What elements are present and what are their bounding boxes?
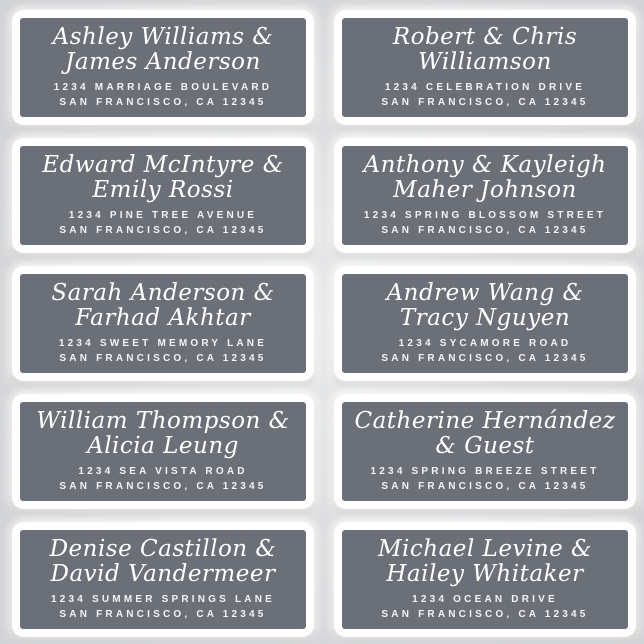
couple-names-line2: Williamson [418,49,552,75]
return-address [371,464,600,494]
city-state-zip: SAN FRANCISCO, CA 12345 [59,97,267,108]
street-address: 1234 PINE TREE AVENUE [68,210,258,221]
couple-names-line2: Maher Johnson [393,177,577,203]
address-label [12,138,314,253]
street-address: 1234 CELEBRATION DRIVE [384,82,586,93]
couple-names-line1: Catherine Hernández [354,408,616,434]
city-state-zip: SAN FRANCISCO, CA 12345 [381,353,589,364]
city-state-zip: SAN FRANCISCO, CA 12345 [381,609,589,620]
street-address: 1234 SUMMER SPRINGS LANE [50,594,276,605]
street-address: 1234 OCEAN DRIVE [412,594,558,605]
address-label [334,266,636,381]
return-address [59,336,267,366]
city-state-zip: SAN FRANCISCO, CA 12345 [381,481,589,492]
return-address [364,208,606,238]
address-label [334,522,636,637]
couple-names-line2: Farhad Akhtar [75,305,251,331]
address-label-surface [342,402,628,501]
city-state-zip: SAN FRANCISCO, CA 12345 [59,609,267,620]
address-label-surface [20,18,306,117]
address-label [334,10,636,125]
street-address: 1234 SEA VISTA ROAD [78,466,248,477]
couple-names [364,153,607,203]
address-label-surface [342,18,628,117]
city-state-zip: SAN FRANCISCO, CA 12345 [59,353,267,364]
city-state-zip: SAN FRANCISCO, CA 12345 [381,225,589,236]
return-address [381,592,588,622]
couple-names-line1: Sarah Anderson & [51,280,275,306]
couple-names-line1: Denise Castillon & [49,536,277,562]
address-label-surface [20,530,306,629]
couple-names-line1: Andrew Wang & [386,280,584,306]
couple-names-line2: Tracy Nguyen [399,305,571,331]
street-address: 1234 SWEET MEMORY LANE [58,338,268,349]
return-address [54,80,272,110]
return-address [381,80,588,110]
address-label-surface [20,146,306,245]
address-label [12,394,314,509]
couple-names [51,281,274,331]
couple-names-line1: Robert & Chris [392,24,578,50]
return-address [381,336,588,366]
address-label [12,10,314,125]
couple-names-line2: & Guest [435,433,535,459]
couple-names-line1: William Thompson & [36,408,290,434]
couple-names [378,537,592,587]
address-label [334,138,636,253]
street-address: 1234 MARRIAGE BOULEVARD [53,82,273,93]
return-address [59,208,266,238]
couple-names-line2: James Anderson [65,49,261,75]
couple-names [387,281,584,331]
couple-names [393,25,577,75]
couple-names-line1: Edward McIntyre & [42,152,284,178]
couple-names-line1: Ashley Williams & [52,24,274,50]
couple-names-line2: Hailey Whitaker [386,561,584,587]
couple-names-line1: Michael Levine & [377,536,593,562]
address-label [12,266,314,381]
couple-names [42,153,283,203]
street-address: 1234 SPRING BLOSSOM STREET [363,210,607,221]
couple-names-line1: Anthony & Kayleigh [363,152,607,178]
city-state-zip: SAN FRANCISCO, CA 12345 [59,225,267,236]
couple-names [36,409,289,459]
return-address [59,464,266,494]
couple-names [53,25,274,75]
address-label-surface [342,530,628,629]
city-state-zip: SAN FRANCISCO, CA 12345 [381,97,589,108]
city-state-zip: SAN FRANCISCO, CA 12345 [59,481,267,492]
address-label [12,522,314,637]
couple-names [50,537,277,587]
address-label [334,394,636,509]
address-label-surface [20,274,306,373]
couple-names [354,409,615,459]
address-label-surface [342,274,628,373]
address-label-surface [20,402,306,501]
street-address: 1234 SPRING BREEZE STREET [370,466,600,477]
couple-names-line2: Emily Rossi [92,177,234,203]
couple-names-line2: David Vandermeer [50,561,276,587]
street-address: 1234 SYCAMORE ROAD [398,338,572,349]
address-label-surface [342,146,628,245]
return-address [51,592,275,622]
couple-names-line2: Alicia Leung [87,433,239,459]
